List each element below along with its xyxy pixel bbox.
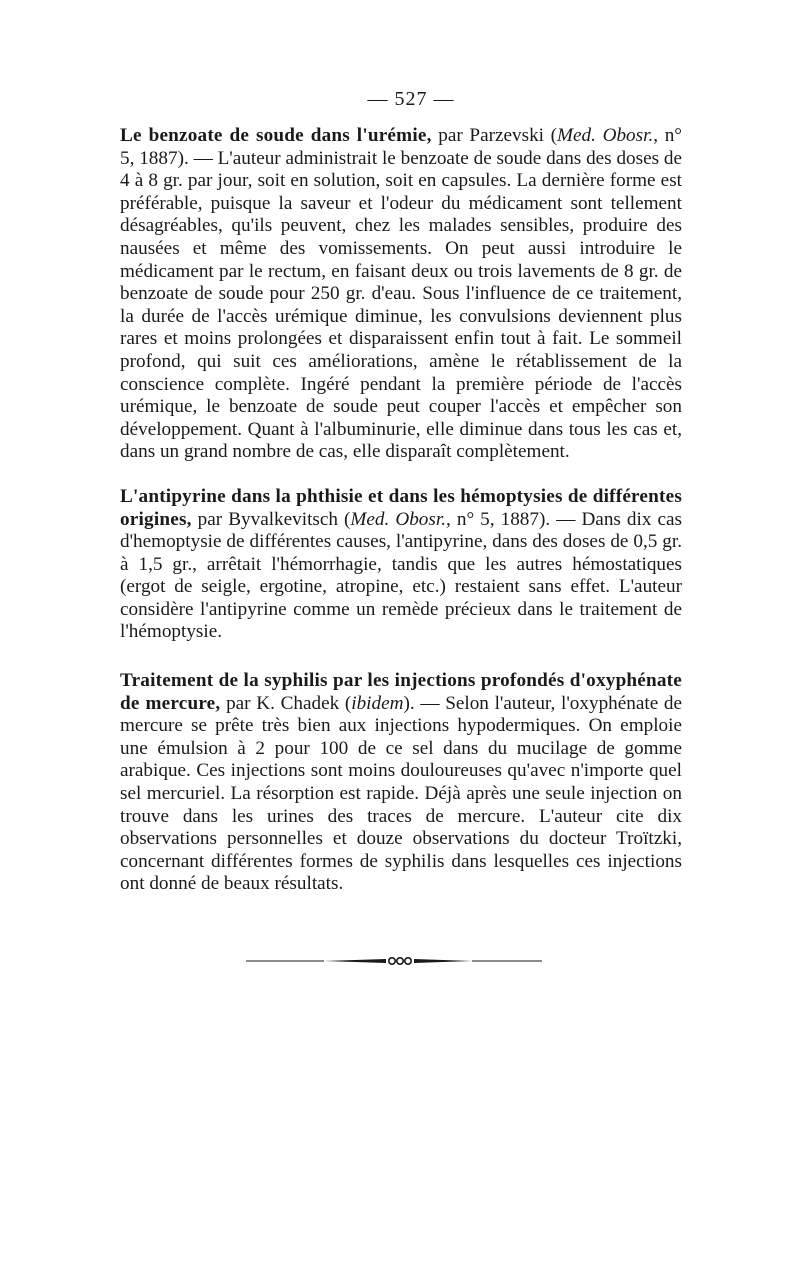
article-source: Med. Obosr. <box>350 508 447 530</box>
article-byline: par Byvalkevitsch ( <box>191 508 351 530</box>
page-body <box>120 88 682 922</box>
article-byline: par Parzevski ( <box>431 125 558 146</box>
decorative-rule-icon <box>246 954 542 968</box>
page-number: — 527 — <box>367 88 455 110</box>
article-syphilis <box>120 670 682 896</box>
article-body: — Dans dix cas d'hemoptysie de différentes causes, l'antipyrine, dans des doses de 0,5 gr. à 1,5 gr., arrêtait l'hémorrhagie, tandis que les autres hémostatiques (ergot de seigle, ergotine, atropine, etc.) restaient sans effet. L'auteur considère l'antipyrine comme un remède précieux dans le traitement de l'hémoptysie. <box>120 508 682 643</box>
article-body: — Selon l'auteur, l'oxyphénate de mercure se prête très bien aux injections hypodermiques. On emploie une émulsion à 2 pour 100 de ce sel dans du mucilage de gomme arabique. Ces injections sont moins douloureuses qu'avec n'importe quel sel mercuriel. La résorption est rapide. Déjà après une seule injection on trouve dans les urines des traces de mercure. L'auteur cite dix observations personnelles et douze observations du docteur Troïtzki, concernant différentes formes de syphilis dans lesquelles ces injections ont donné de beaux résultats. <box>120 692 683 895</box>
article-benzoate <box>120 125 682 464</box>
article-byline-end: ). <box>403 692 421 714</box>
article-body: — L'auteur administrait le benzoate de soude dans des doses de 4 à 8 gr. par jour, soit en solution, soit en capsules. La dernière forme est préférable, puisque la saveur et l'odeur du médicament sont tellement désagréables, qu'ils peuvent, chez les malades sensibles, produire des nausées et même des vomissements. On peut aussi introduire le médicament par le rectum, en faisant deux ou trois lavements de 8 gr. de benzoate de soude pour 250 gr. d'eau. Sous l'influence de ce traitement, la durée de l'accès urémique diminue, les convulsions deviennent plus rares et moins prolongées et disparaissent enfin tout à fait. Le sommeil profond, qui suit ces améliorations, amène le rétablissement de la conscience complète. Ingéré pendant la première période de l'accès urémique, le benzoate de soude peut couper l'accès et empêcher son développement. Quant à l'albuminurie, elle diminue dans tous les cas et, dans un grand nombre de cas, elle disparaît complètement. <box>120 147 683 463</box>
article-byline-end: , n° 5, 1887). <box>120 125 682 169</box>
article-byline: par K. Chadek ( <box>220 692 352 714</box>
article-heading: Traitement de la syphilis par les injections profondés d'oxyphénate de mercure, <box>120 670 682 714</box>
article-source: Med. Obosr. <box>557 125 654 146</box>
article-heading: L'antipyrine dans la phthisie et dans les hémoptysies de différentes origines, <box>120 485 682 530</box>
article-source: ibidem <box>351 692 404 714</box>
article-heading: Le benzoate de soude dans l'urémie, <box>120 125 432 146</box>
article-byline-end: , n° 5, 1887). <box>446 508 557 530</box>
article-antipyrine <box>120 486 682 644</box>
